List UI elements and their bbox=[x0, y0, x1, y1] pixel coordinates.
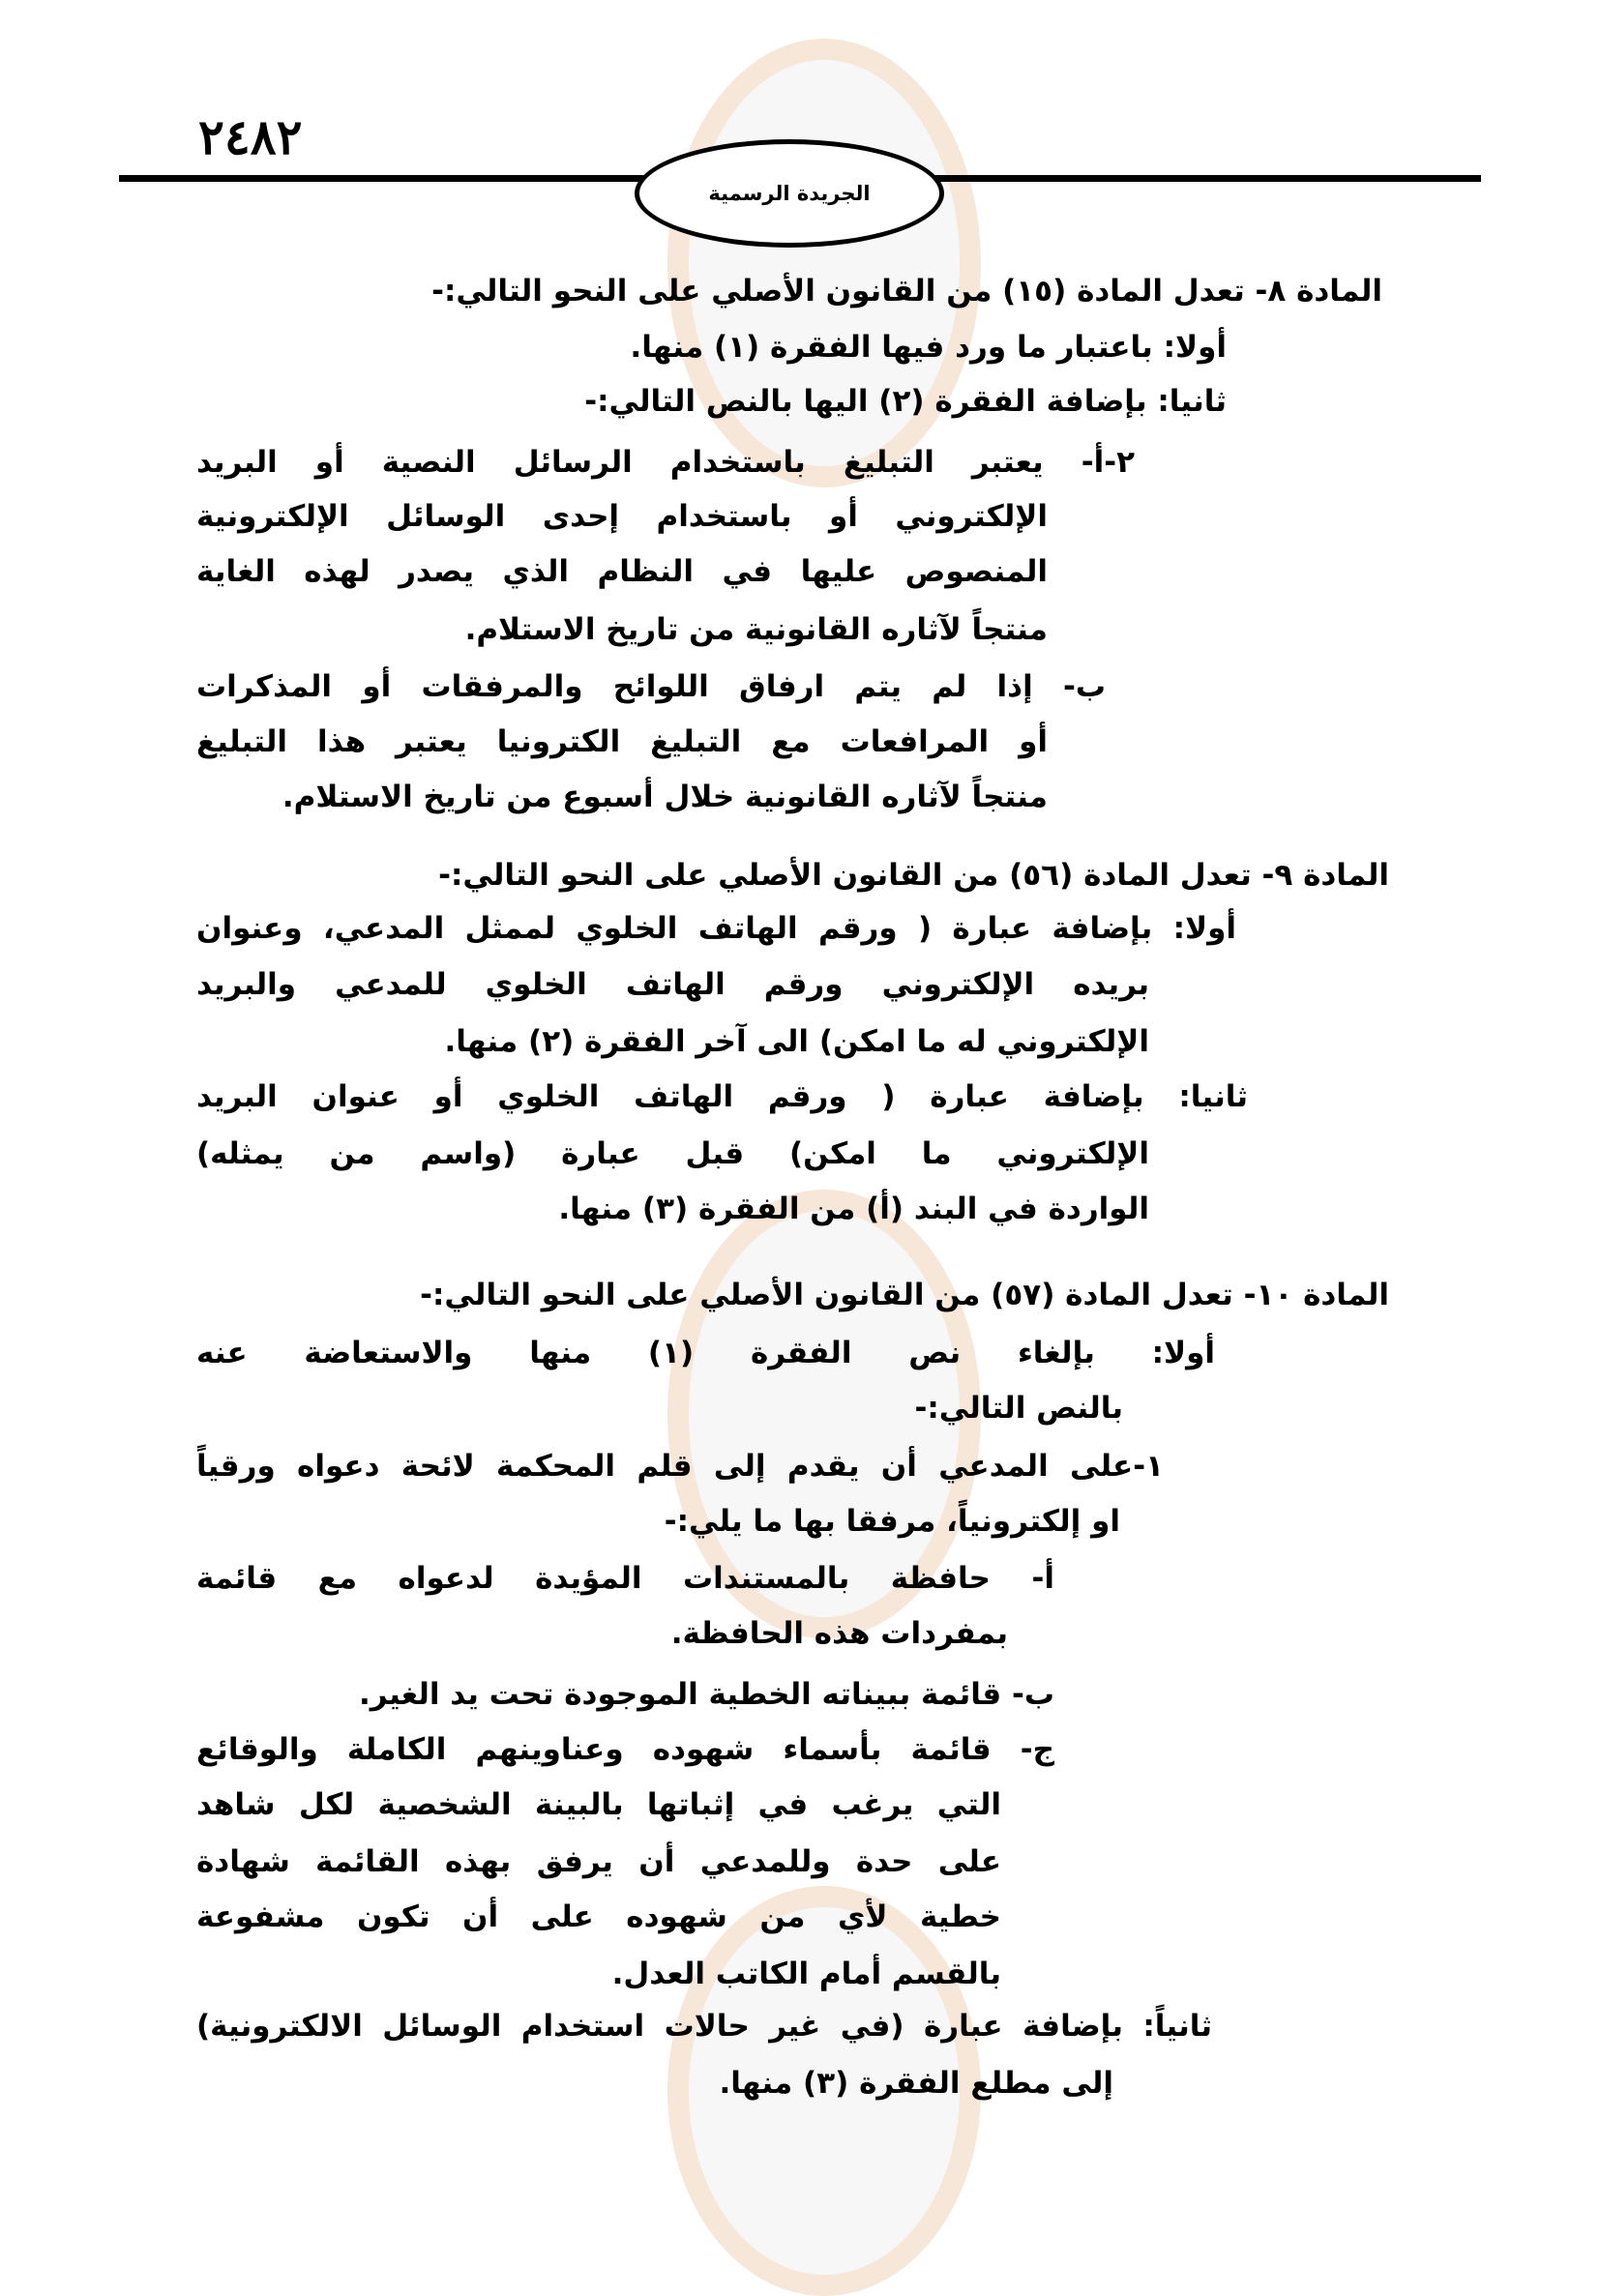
page-number: ٢٤٨٢ bbox=[198, 108, 303, 165]
text-line: بالقسم أمام الكاتب العدل. bbox=[611, 1957, 1001, 1991]
text-line: منتجاً لآثاره القانونية خلال أسبوع من تاريخ الاستلام. bbox=[281, 780, 1048, 814]
text-line: ج- قائمة بأسماء شهوده وعناوينهم الكاملة والوقائع bbox=[196, 1732, 1054, 1767]
text-line: إلى مطلع الفقرة (٣) منها. bbox=[719, 2066, 1113, 2101]
text-line: أولا: باعتبار ما ورد فيها الفقرة (١) منها. bbox=[630, 330, 1227, 365]
text-line: أو المرافعات مع التبليغ الكترونيا يعتبر هذا التبليغ bbox=[196, 724, 1048, 759]
article-10-heading: المادة ١٠- تعدل المادة (٥٧) من القانون الأصلي على النحو التالي:- bbox=[420, 1278, 1389, 1312]
text-line: ٢-أ- يعتبر التبليغ باستخدام الرسائل النصية أو البريد bbox=[196, 445, 1135, 480]
publication-title-oval bbox=[635, 139, 944, 248]
text-line: أولا: بإضافة عبارة ( ورقم الهاتف الخلوي لممثل المدعي، وعنوان bbox=[196, 911, 1236, 946]
article-9-heading: المادة ٩- تعدل المادة (٥٦) من القانون الأصلي على النحو التالي:- bbox=[438, 858, 1389, 893]
text-line: ١-على المدعي أن يقدم إلى قلم المحكمة لائحة دعواه ورقياً bbox=[196, 1449, 1164, 1484]
text-line: على حدة وللمدعي أن يرفق بهذه القائمة شهادة bbox=[196, 1844, 1001, 1879]
text-line: ثانيا: بإضافة الفقرة (٢) اليها بالنص التالي:- bbox=[584, 384, 1227, 419]
text-line: ثانياً: بإضافة عبارة (في غير حالات استخدام الوسائل الالكترونية) bbox=[196, 2009, 1212, 2044]
text-line: بريده الإلكتروني ورقم الهاتف الخلوي للمدعي والبريد bbox=[196, 967, 1149, 1002]
text-line: بالنص التالي:- bbox=[914, 1391, 1123, 1426]
text-line: منتجاً لآثاره القانونية من تاريخ الاستلام. bbox=[464, 612, 1048, 647]
text-line: ثانيا: بإضافة عبارة ( ورقم الهاتف الخلوي أو عنوان البريد bbox=[196, 1079, 1248, 1114]
text-line: ب- إذا لم يتم ارفاق اللوائح والمرفقات أو المذكرات bbox=[196, 669, 1106, 704]
text-line: خطية لأي من شهوده على أن تكون مشفوعة bbox=[196, 1899, 1001, 1934]
publication-title: الجريدة الرسمية bbox=[708, 182, 871, 205]
text-line: ب- قائمة ببيناته الخطية الموجودة تحت يد الغير. bbox=[359, 1677, 1054, 1712]
text-line: بمفردات هذه الحافظة. bbox=[670, 1616, 1008, 1651]
text-line: الإلكتروني له ما امكن) الى آخر الفقرة (٢) منها. bbox=[444, 1024, 1149, 1059]
text-line: الواردة في البند (أ) من الفقرة (٣) منها. bbox=[558, 1192, 1149, 1226]
text-line: أولا: بإلغاء نص الفقرة (١) منها والاستعاضة عنه bbox=[196, 1336, 1216, 1370]
text-line: التي يرغب في إثباتها بالبينة الشخصية لكل شاهد bbox=[196, 1787, 1001, 1822]
article-8-heading: المادة ٨- تعدل المادة (١٥) من القانون الأصلي على النحو التالي:- bbox=[431, 274, 1382, 309]
text-line: المنصوص عليها في النظام الذي يصدر لهذه الغاية bbox=[196, 554, 1048, 589]
text-line: الإلكتروني أو باستخدام إحدى الوسائل الإلكترونية bbox=[196, 499, 1048, 534]
text-line: أ- حافظة بالمستندات المؤيدة لدعواه مع قائمة bbox=[196, 1561, 1054, 1596]
text-line: الإلكتروني ما امكن) قبل عبارة (واسم من يمثله) bbox=[196, 1136, 1149, 1171]
text-line: او إلكترونياً، مرفقا بها ما يلي:- bbox=[664, 1504, 1120, 1539]
